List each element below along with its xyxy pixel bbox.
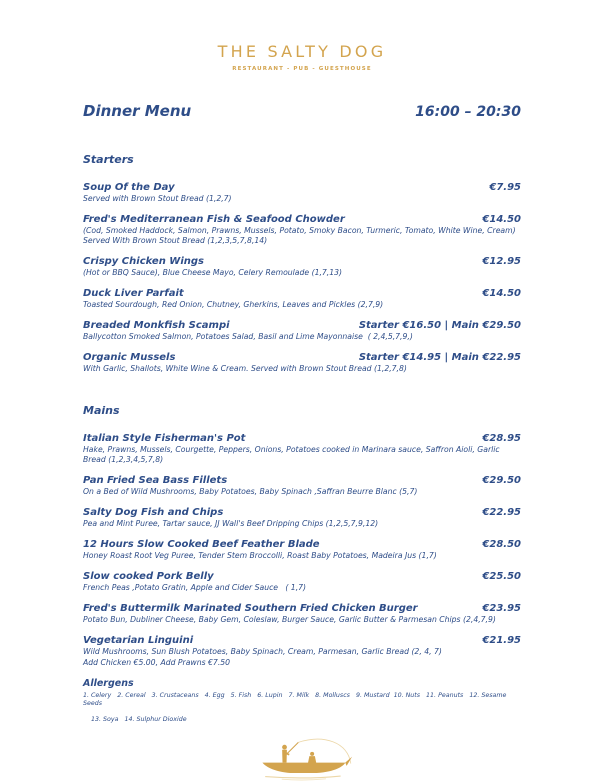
brand-header: [83, 42, 521, 72]
menu-item-soup: [83, 182, 521, 204]
item-name: Italian Style Fisherman's Pot: [83, 433, 246, 444]
page-title: Dinner Menu: [83, 102, 192, 120]
item-price: €28.95: [482, 433, 521, 444]
item-name: Salty Dog Fish and Chips: [83, 507, 224, 518]
item-description: Potato Bun, Dubliner Cheese, Baby Gem, Coleslaw, Burger Sauce, Garlic Butter & Parmesan Chips (2,4,7,9): [83, 615, 496, 624]
menu-item-pork-belly: [83, 571, 521, 593]
item-description: French Peas ,Potato Gratin, Apple and Cider Sauce ( 1,7): [83, 583, 307, 592]
item-description: (Hot or BBQ Sauce), Blue Cheese Mayo, Celery Remoulade (1,7,13): [83, 268, 343, 277]
menu-item-vegetarian-linguini: [83, 635, 521, 668]
item-price: €14.50: [482, 214, 521, 225]
item-name: Slow cooked Pork Belly: [83, 571, 214, 582]
item-name: Pan Fried Sea Bass Fillets: [83, 475, 228, 486]
item-description: With Garlic, Shallots, White Wine & Cream. Served with Brown Stout Bread (1,2,7,8): [83, 364, 407, 373]
item-description: Pea and Mint Puree, Tartar sauce, JJ Wall's Beef Dripping Chips (1,2,5,7,9,12): [83, 519, 379, 528]
menu-item-chicken-wings: [83, 256, 521, 278]
serving-hours: 16:00 – 20:30: [415, 104, 521, 120]
restaurant-tagline: RESTAURANT - PUB - GUESTHOUSE: [232, 66, 372, 72]
item-name: Duck Liver Parfait: [83, 288, 184, 299]
item-description: Hake, Prawns, Mussels, Courgette, Peppers, Onions, Potatoes cooked in Marinara sauce, Saffron Aioli, Garlic Bread (1,2,3,4,5,7,8): [83, 445, 503, 464]
item-name: Vegetarian Linguini: [83, 635, 194, 646]
item-price: €25.50: [482, 571, 521, 582]
item-addons: Add Chicken €5.00, Add Prawns €7.50: [83, 658, 231, 667]
item-description: Served with Brown Stout Bread (1,2,7): [83, 194, 232, 203]
item-price: €23.95: [482, 603, 521, 614]
section-heading-starters: Starters: [83, 153, 134, 166]
item-name: Fred's Buttermilk Marinated Southern Fried Chicken Burger: [83, 603, 418, 614]
section-heading-mains: Mains: [83, 404, 120, 417]
item-price: €14.50: [482, 288, 521, 299]
menu-item-sea-bass: [83, 475, 521, 497]
allergens-line-2: 13. Soya 14. Sulphur Dioxide: [91, 716, 187, 723]
item-description: Honey Roast Root Veg Puree, Tender Stem Broccolli, Roast Baby Potatoes, Madeira Jus (1,7): [83, 551, 437, 560]
item-name: Crispy Chicken Wings: [83, 256, 204, 267]
item-price: €21.95: [482, 635, 521, 646]
menu-item-fish-and-chips: [83, 507, 521, 529]
menu-item-beef-feather-blade: [83, 539, 521, 561]
item-price: €22.95: [482, 507, 521, 518]
item-price: €28.50: [482, 539, 521, 550]
item-name: Breaded Monkfish Scampi: [83, 320, 230, 331]
item-name: Fred's Mediterranean Fish & Seafood Chowder: [83, 214, 345, 225]
item-description: Ballycotton Smoked Salmon, Potatoes Salad, Basil and Lime Mayonnaise ( 2,4,5,7,9,): [83, 332, 413, 341]
item-price: €29.50: [482, 475, 521, 486]
item-description: Wild Mushrooms, Sun Blush Potatoes, Baby Spinach, Cream, Parmesan, Garlic Bread (2, 4, 7): [83, 647, 442, 656]
item-name: Soup Of the Day: [83, 182, 175, 193]
item-description: Toasted Sourdough, Red Onion, Chutney, Gherkins, Leaves and Pickles (2,7,9): [83, 300, 384, 309]
allergens-line-1: 1. Celery 2. Cereal 3. Crustaceans 4. Egg 5. Fish 6. Lupin 7. Milk 8. Molluscs 9. Mustard 10. Nuts 11. Peanuts 12. Sesame Seeds: [83, 692, 509, 707]
fisherman-boat-icon: [237, 735, 367, 781]
menu-item-fishermans-pot: [83, 433, 521, 465]
allergens-heading: Allergens: [83, 678, 134, 689]
item-description: On a Bed of Wild Mushrooms, Baby Potatoes, Baby Spinach ,Saffran Beurre Blanc (5,7): [83, 487, 418, 496]
menu-item-chicken-burger: [83, 603, 521, 625]
menu-item-duck-parfait: [83, 288, 521, 310]
menu-item-monkfish-scampi: [83, 320, 521, 342]
restaurant-name: THE SALTY DOG: [217, 42, 387, 61]
menu-item-chowder: [83, 214, 521, 246]
footer-illustration: [83, 735, 521, 782]
item-description: (Cod, Smoked Haddock, Salmon, Prawns, Mussels, Potato, Smoky Bacon, Turmeric, Tomato, White Wine, Cream) Served With Brown Stout Bread (1,2,3,5,7,8,14): [83, 226, 519, 245]
item-price: €12.95: [482, 256, 521, 267]
menu-item-organic-mussels: [83, 352, 521, 374]
allergens-list: [83, 692, 521, 732]
item-name: 12 Hours Slow Cooked Beef Feather Blade: [83, 539, 320, 550]
menu-title-row: [83, 102, 521, 120]
item-price: €7.95: [489, 182, 521, 193]
item-price: Starter €16.50 | Main €29.50: [358, 320, 521, 331]
item-name: Organic Mussels: [83, 352, 176, 363]
item-price: Starter €14.95 | Main €22.95: [358, 352, 521, 363]
